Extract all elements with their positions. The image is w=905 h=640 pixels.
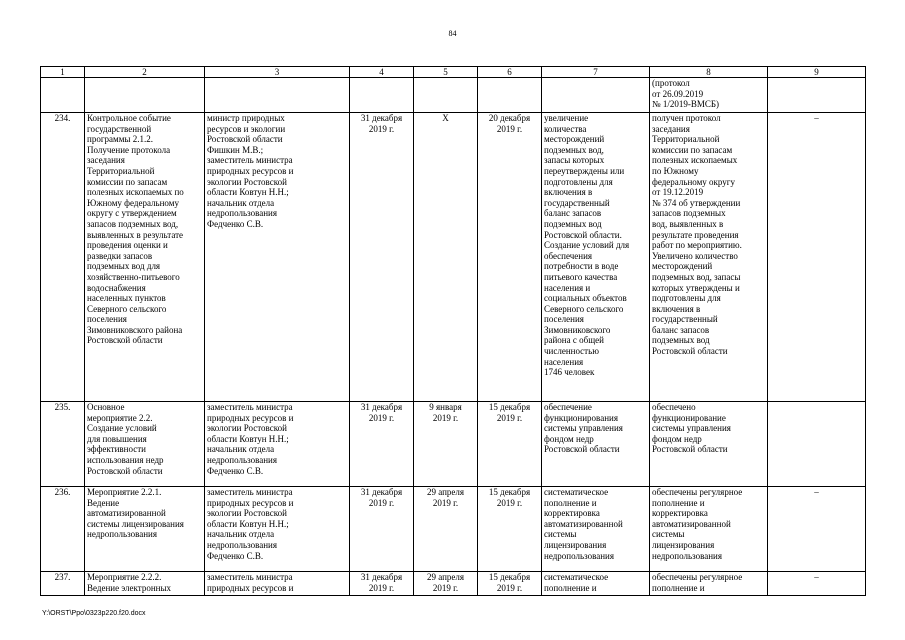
table-cell-responsible: заместитель министра природных ресурсов и экологии Ростовской области Ковтун Н.Н.; начальник отдела недропользования Федченко С.В.: [205, 487, 350, 572]
header-row: [41, 67, 866, 78]
table-cell-result-plan: увеличение количества месторождений подземных вод, запасы которых переутверждены или подготовлены для включения в государственный баланс запасов подземных вод Ростовской области. Создание условий для обеспечения потребности в воде питьевого качества населения и социальных объектов Северного сельского поселения Зимовниковского района с общей численностью населения 1746 человек: [542, 113, 650, 402]
table-cell-name: Мероприятие 2.2.2. Ведение электронных: [85, 572, 205, 596]
table-cell: [205, 78, 350, 113]
table-cell-result-actual: (протокол от 26.09.2019 № 1/2019-ВМСБ): [650, 78, 768, 113]
table-cell-number: 235.: [41, 402, 85, 487]
table-cell-date-plan: 31 декабря 2019 г.: [350, 113, 414, 402]
table-cell-responsible: заместитель министра природных ресурсов и экологии Ростовской области Ковтун Н.Н.; начальник отдела недропользования Федченко С.В.: [205, 402, 350, 487]
column-header: 7: [542, 67, 650, 78]
table-cell: [414, 78, 478, 113]
table-cell-responsible: заместитель министра природных ресурсов и: [205, 572, 350, 596]
table-cell-date-end: 20 декабря 2019 г.: [478, 113, 542, 402]
table-cell-responsible: министр природных ресурсов и экологии Ростовской области Фишкин М.В.; заместитель министра природных ресурсов и экологии Ростовской области Ковтун Н.Н.; начальник отдела недропользования Федченко С.В.: [205, 113, 350, 402]
table-row: [41, 402, 866, 487]
table-cell: [350, 78, 414, 113]
table-cell-date-start: 29 апреля 2019 г.: [414, 487, 478, 572]
table-cell-date-plan: 31 декабря 2019 г.: [350, 572, 414, 596]
table-cell-result-actual: обеспечены регулярное пополнение и: [650, 572, 768, 596]
table-cell-date-plan: 31 декабря 2019 г.: [350, 487, 414, 572]
table-cell: [542, 78, 650, 113]
table-cell: [85, 78, 205, 113]
table-cell-date-end: 15 декабря 2019 г.: [478, 572, 542, 596]
table-row: [41, 113, 866, 402]
table-cell-number: 234.: [41, 113, 85, 402]
table-cell-number: 236.: [41, 487, 85, 572]
table-cell-note: –: [768, 487, 866, 572]
table-row: [41, 487, 866, 572]
column-header: 9: [768, 67, 866, 78]
table-cell-date-start: 29 апреля 2019 г.: [414, 572, 478, 596]
column-header: 5: [414, 67, 478, 78]
continuation-row: [41, 78, 866, 113]
column-header: 6: [478, 67, 542, 78]
table-cell-note: –: [768, 572, 866, 596]
table-cell: [768, 78, 866, 113]
report-table: [40, 66, 866, 596]
table-row: [41, 572, 866, 596]
table-cell-date-end: 15 декабря 2019 г.: [478, 487, 542, 572]
table-cell-date-end: 15 декабря 2019 г.: [478, 402, 542, 487]
table-cell-note: [768, 402, 866, 487]
table-cell: [478, 78, 542, 113]
table-cell-result-actual: обеспечены регулярное пополнение и корректировка автоматизированной системы лицензирования недропользования: [650, 487, 768, 572]
table-cell-date-plan: 31 декабря 2019 г.: [350, 402, 414, 487]
table-cell-result-plan: обеспечение функционирования системы управления фондом недр Ростовской области: [542, 402, 650, 487]
column-header: 3: [205, 67, 350, 78]
table-cell-name: Контрольное событие государственной программы 2.1.2. Получение протокола заседания Территориальной комиссии по запасам полезных ископаемых по Южному федеральному округу с утверждением запасов подземных вод, выявленных в результате проведения оценки и разведки запасов подземных вод для хозяйственно-питьевого водоснабжения населенных пунктов Северного сельского поселения Зимовниковского района Ростовской области: [85, 113, 205, 402]
table-cell-result-plan: систематическое пополнение и корректировка автоматизированной системы лицензирования недропользования: [542, 487, 650, 572]
table-cell-date-start: Х: [414, 113, 478, 402]
file-path-footer: Y:\ORST\Ppo\0323p220.f20.docx: [42, 610, 146, 617]
table-cell-result-plan: систематическое пополнение и: [542, 572, 650, 596]
table-cell-result-actual: получен протокол заседания Территориальной комиссии по запасам полезных ископаемых по Южному федеральному округу от 19.12.2019 № 374 об утверждении запасов подземных вод, выявленных в результате проведения работ по мероприятию. Увеличено количество месторождений подземных вод, запасы которых утверждены и подготовлены для включения в государственный баланс запасов подземных вод Ростовской области: [650, 113, 768, 402]
table-cell-date-start: 9 января 2019 г.: [414, 402, 478, 487]
table-cell-note: –: [768, 113, 866, 402]
table-cell: [41, 78, 85, 113]
column-header: 4: [350, 67, 414, 78]
table-cell-name: Мероприятие 2.2.1. Ведение автоматизированной системы лицензирования недропользования: [85, 487, 205, 572]
column-header: 1: [41, 67, 85, 78]
table-cell-number: 237.: [41, 572, 85, 596]
table-cell-name: Основное мероприятие 2.2. Создание условий для повышения эффективности использования недр Ростовской области: [85, 402, 205, 487]
page-number: 84: [448, 29, 457, 38]
table-cell-result-actual: обеспечено функционирование системы управления фондом недр Ростовской области: [650, 402, 768, 487]
column-header: 2: [85, 67, 205, 78]
column-header: 8: [650, 67, 768, 78]
